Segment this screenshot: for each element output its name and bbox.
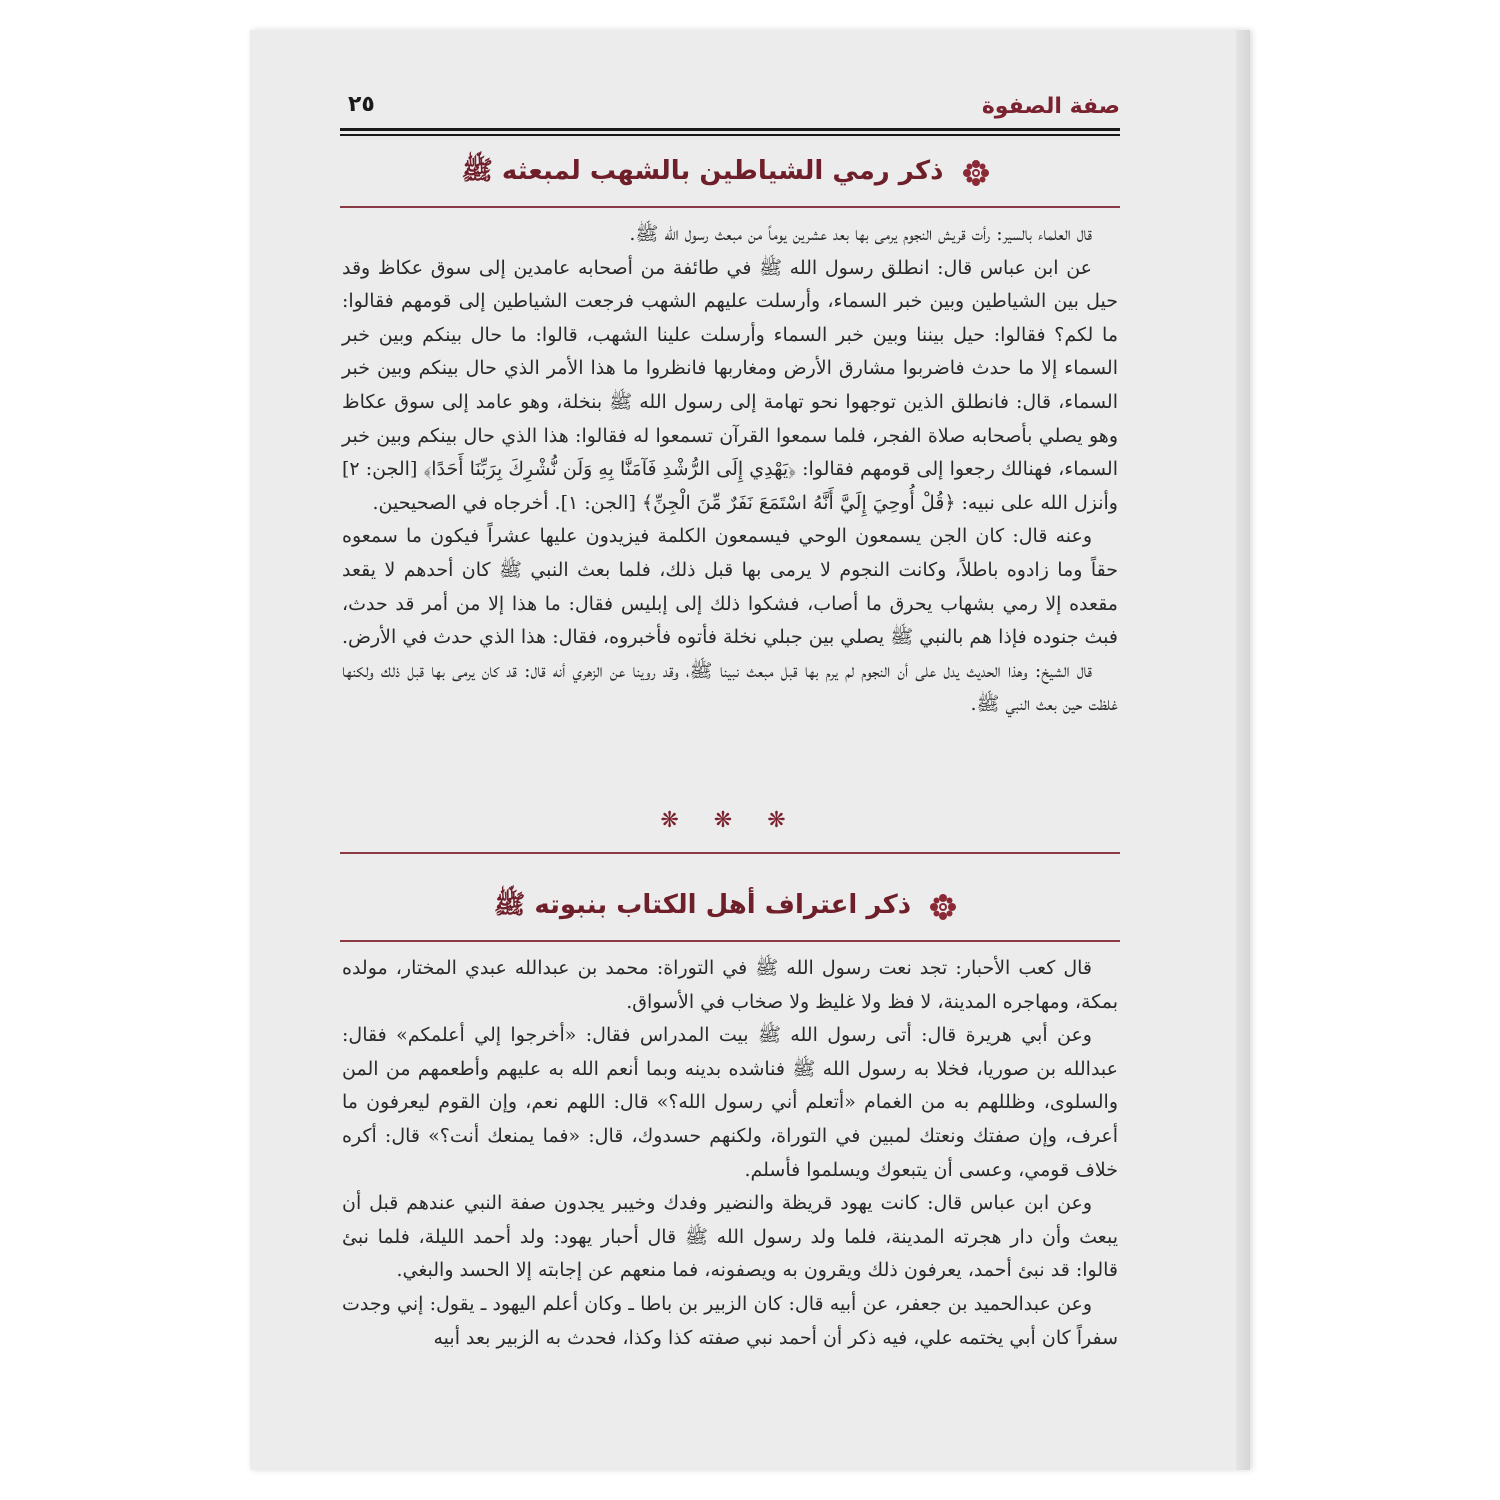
page-number: ٢٥ xyxy=(348,92,375,117)
paragraph: قال العلماء بالسير: رأت قريش النجوم يرمى بها بعد عشرين يوماً من مبعث رسول الله ﷺ. xyxy=(629,223,1092,245)
book-title: صفة الصفوة xyxy=(981,94,1120,119)
section-rule-1 xyxy=(340,206,1120,208)
paragraph: وعن أبي هريرة قال: أتى رسول الله ﷺ بيت المدراس فقال: «أخرجوا إلي أعلمكم» فقال: عبدالله بن صوريا، فخلا به رسول الله ﷺ فناشده بدينه وبما أنعم الله به عليهم وأطعمهم من المن والسلوى، وظللهم به من الغمام «أتعلم أني رسول الله؟» قال: اللهم نعم، وإن القوم ليعرفون ما أعرف، وإن صفتك ونعتك لمبين في التوراة، ولكنهم حسدوك، قال: «فما يمنعك أنت؟» قال: أكره خلاف قومي، وعسى أن يتبعوك ويسلموا فأسلم. xyxy=(342,1024,1118,1181)
paragraph: عن ابن عباس قال: انطلق رسول الله ﷺ في طائفة من أصحابه عامدين إلى سوق عكاظ وقد حيل بين الشياطين وبين خبر السماء، وأرسلت عليهم الشهب فرجعت الشياطين إلى قومهم فقالوا: ما لكم؟ فقالوا: حيل بيننا وبين خبر السماء وأرسلت علينا الشهب، قالوا: ما حال بينكم وبين خبر السماء إلا ما حدث فاضربوا مشارق الأرض ومغاربها فانظروا ما هذا الأمر الذي حال بينكم وبين خبر السماء، قال: فانطلق الذين توجهوا نحو تهامة إلى رسول الله ﷺ بنخلة، وهو عامد إلى سوق عكاظ وهو يصلي بأصحابه صلاة الفجر، فلما سمعوا القرآن تسمعوا له فقالوا: هذا الذي حال بينكم وبين خبر السماء، فهنالك رجعوا إلى قومهم فقالوا: ﴿يَهْدِي إِلَى الرُّشْدِ فَآمَنَّا بِهِ وَلَن نُّشْرِكَ بِرَبِّنَا أَحَدًا﴾ [الجن: ٢] وأنزل الله على نبيه: ﴿قُلْ أُوحِيَ إِلَيَّ أَنَّهُ اسْتَمَعَ نَفَرٌ مِّنَ الْجِنِّ﴾ [الجن: ١]. أخرجاه في الصحيحين. xyxy=(342,256,1118,514)
running-header xyxy=(340,88,1120,128)
flower-ornament-icon xyxy=(928,892,958,922)
paragraph: وعن ابن عباس قال: كانت يهود قريظة والنضير وفدك وخيبر يجدون صفة النبي عندهم قبل أن يبعث وأن دار هجرته المدينة، فلما ولد رسول الله ﷺ قال أحبار يهود: ولد أحمد الليلة، فلما نبئ قالوا: قد نبئ أحمد، يعرفون ذلك ويقرون به ويصفونه، فما منعهم عن إجابته إلا الحسد والبغي. xyxy=(342,1192,1118,1282)
section-title-2-text: ذكر اعتراف أهل الكتاب بنبوته ﷺ xyxy=(493,890,912,920)
page-edge xyxy=(1236,30,1250,1470)
section-rule-2-bottom xyxy=(340,940,1120,942)
flower-ornament-icon xyxy=(961,158,991,188)
paragraph: وعن عبدالحميد بن جعفر، عن أبيه قال: كان الزبير بن باطا ـ وكان أعلم اليهود ـ يقول: إني وجدت سفراً كان أبي يختمه علي، فيه ذكر أن أحمد نبي صفته كذا وكذا، فحدث به الزبير بعد أبيه xyxy=(342,1292,1118,1349)
section-title-1 xyxy=(340,154,1120,206)
paragraph: قال الشيخ: وهذا الحديث يدل على أن النجوم لم يرم بها قبل مبعث نبينا ﷺ، وقد روينا عن الزهري أنه قال: قد كان يرمى بها قبل ذلك ولكنها غلظت حين بعث النبي ﷺ. xyxy=(342,659,1118,716)
section-rule-2-top xyxy=(340,852,1120,854)
section-divider-ornaments: ❋ ❋ ❋ xyxy=(660,808,800,833)
book-page xyxy=(250,30,1250,1470)
section-1-body xyxy=(342,218,1118,722)
section-2-body xyxy=(342,952,1118,1355)
section-title-2 xyxy=(340,888,1120,940)
paragraph: قال كعب الأحبار: تجد نعت رسول الله ﷺ في التوراة: محمد بن عبدالله عبدي المختار، مولده بمكة، ومهاجره المدينة، لا فظ ولا غليظ ولا صخاب في الأسواق. xyxy=(342,957,1118,1013)
paragraph: وعنه قال: كان الجن يسمعون الوحي فيسمعون الكلمة فيزيدون عليها عشراً فيكون ما سمعوه حقاً وما زادوه باطلاً، وكانت النجوم لا يرمى بها قبل ذلك، فلما بعث النبي ﷺ كان أحدهم لا يقعد مقعده إلا رمي بشهاب يحرق ما أصاب، فشكوا ذلك إلى إبليس فقال: ما هذا إلا من أمر قد حدث، فبث جنوده فإذا هم بالنبي ﷺ يصلي بين جبلي نخلة فأتوه فأخبروه، فقال: هذا الذي حدث في الأرض. xyxy=(342,525,1118,649)
header-rules xyxy=(340,128,1120,139)
section-title-1-text: ذكر رمي الشياطين بالشهب لمبعثه ﷺ xyxy=(461,156,944,186)
